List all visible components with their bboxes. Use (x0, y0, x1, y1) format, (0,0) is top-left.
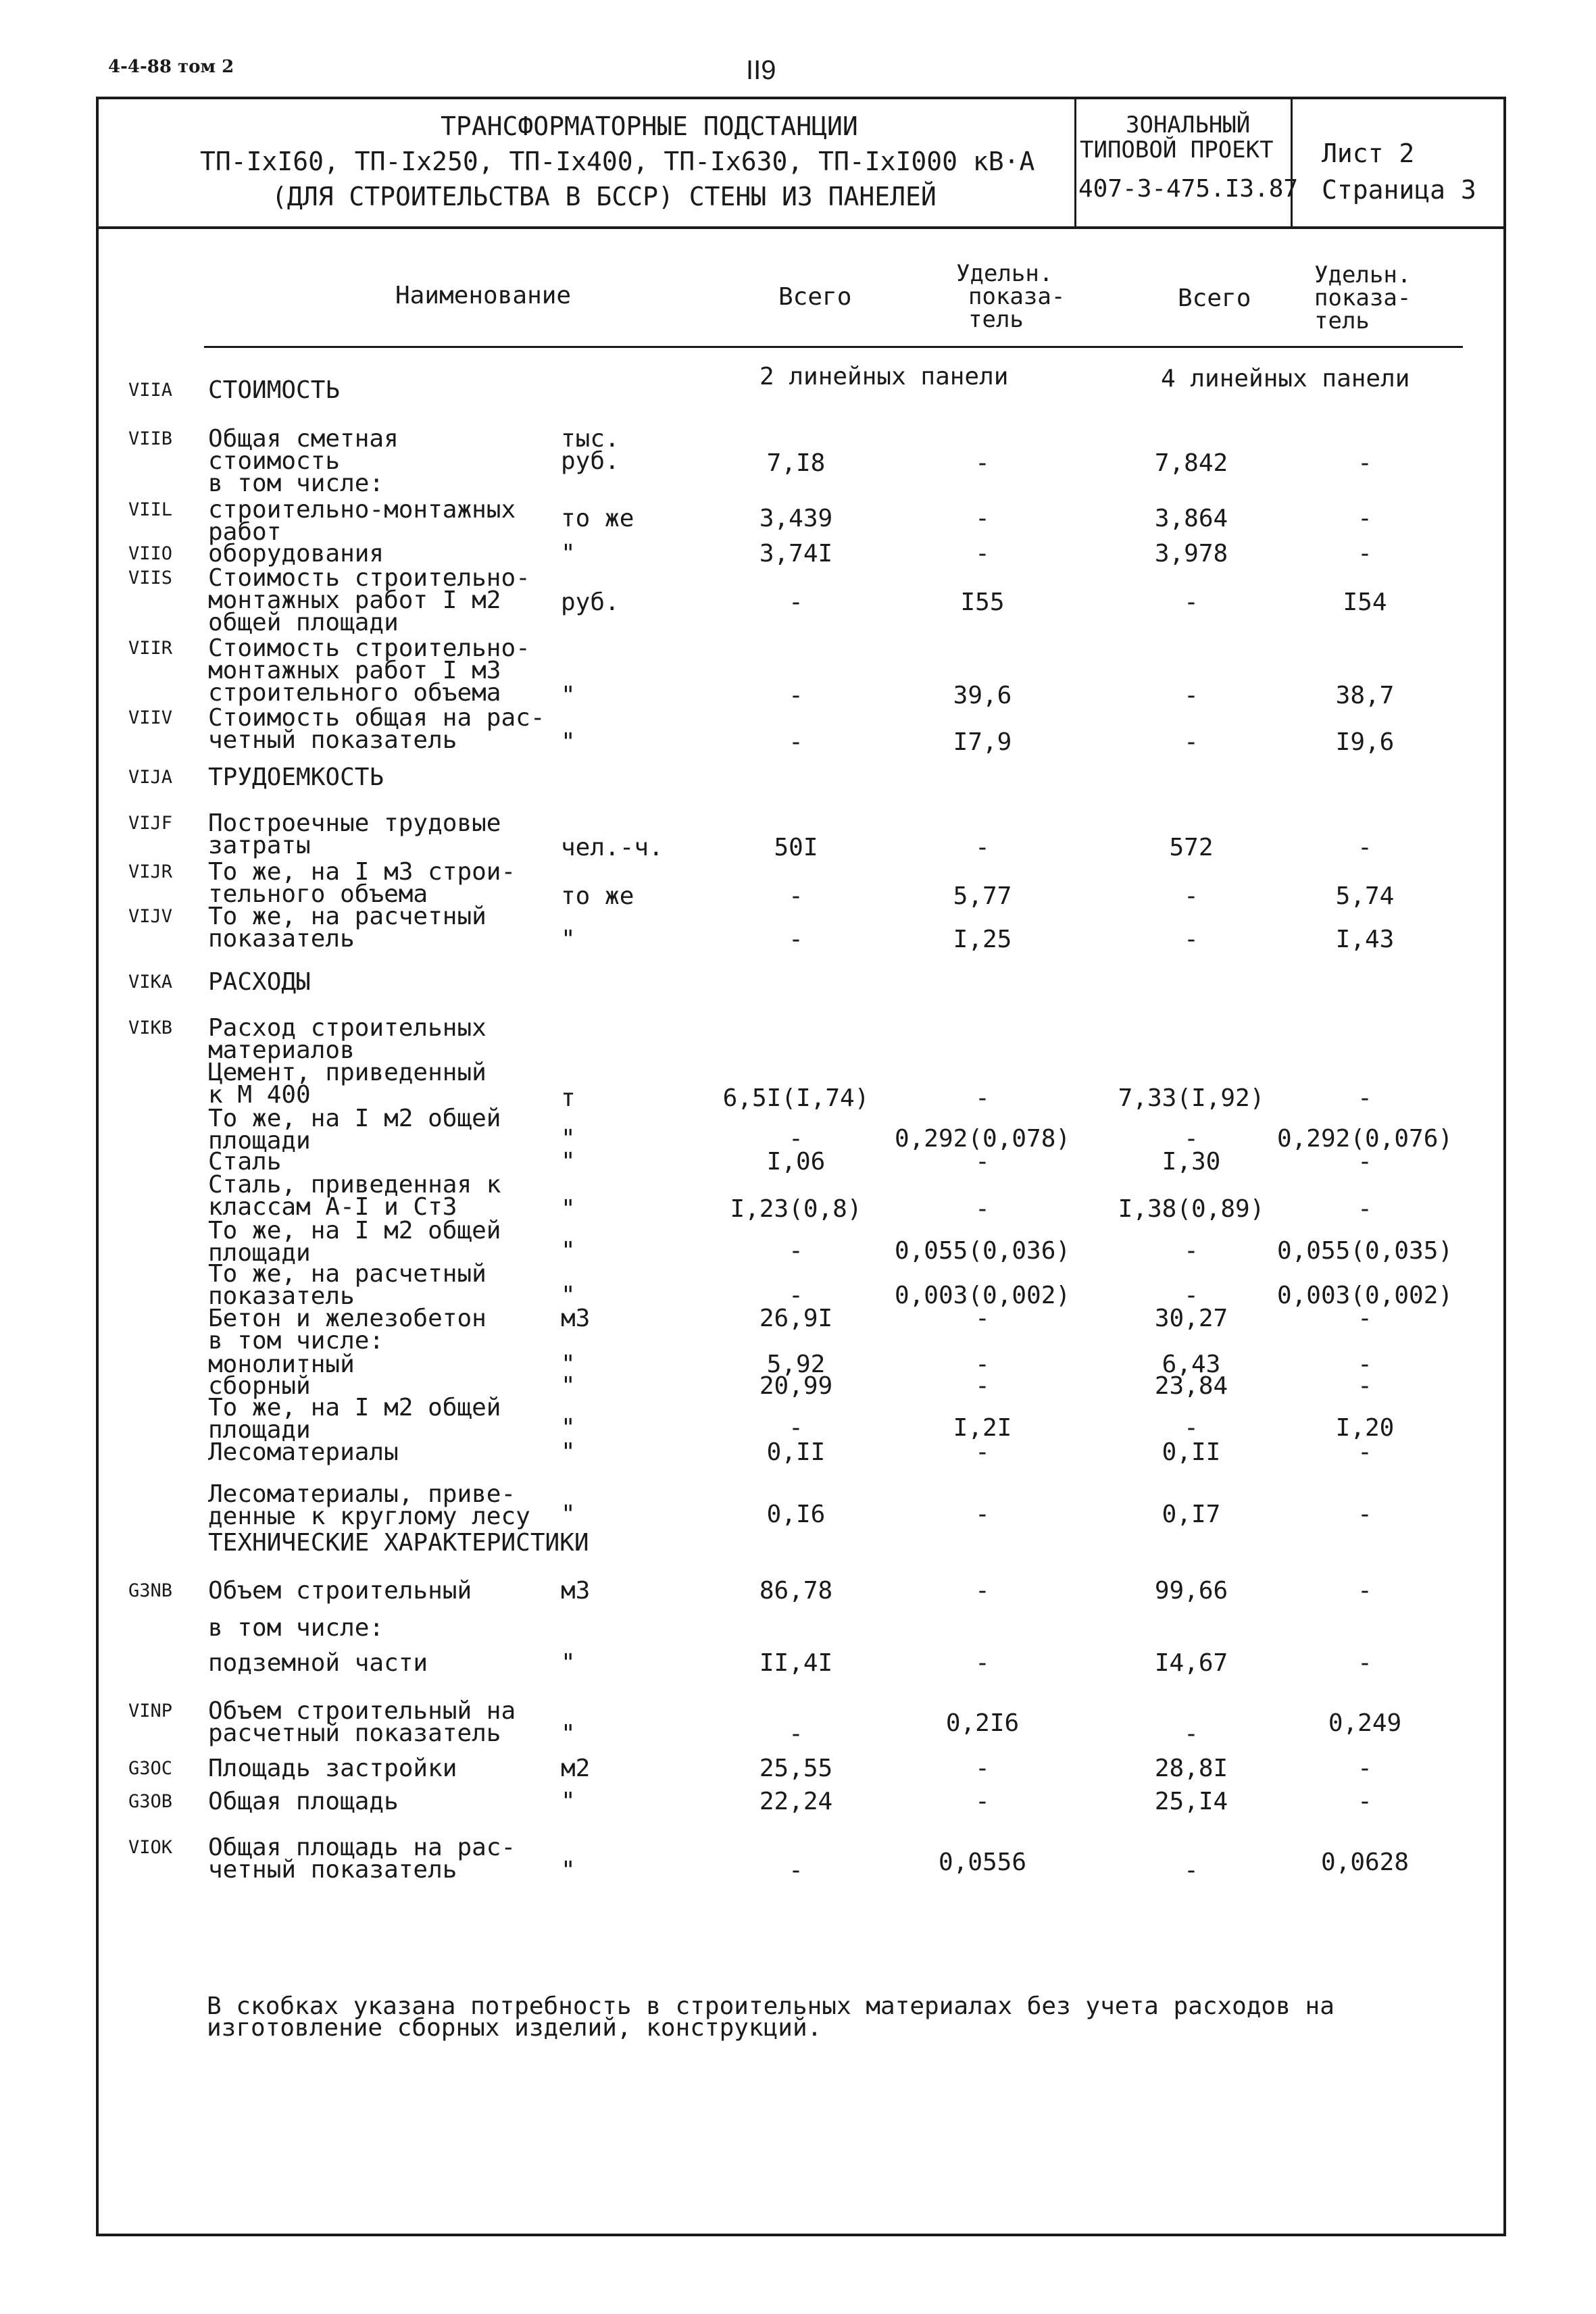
row-specific-2-panels: - (975, 449, 990, 477)
row-total-4-panels: - (1184, 882, 1199, 910)
row-specific-2-panels: - (975, 1501, 990, 1528)
row-name-line: показатель (208, 1282, 355, 1310)
row-unit: " (561, 1438, 576, 1466)
row-name-line: Цемент, приведенный (208, 1059, 487, 1086)
row-unit: " (561, 1414, 576, 1442)
row-name-line: в том числе: (208, 470, 384, 497)
row-name-line: подземной части (208, 1649, 428, 1677)
row-total-4-panels: 0,II (1162, 1438, 1221, 1466)
row-specific-2-panels: 5,77 (953, 882, 1012, 910)
row-name-line: тельного объема (208, 880, 428, 908)
row-name-line: в том числе: (208, 1327, 384, 1355)
row-code: VIIV (128, 707, 173, 728)
row-specific-4-panels: - (1357, 1148, 1372, 1176)
row-specific-2-panels: - (975, 1148, 990, 1176)
row-specific-2-panels: - (975, 1649, 990, 1677)
row-total-2-panels: - (789, 682, 803, 709)
row-name-line: монолитный (208, 1351, 355, 1378)
row-unit: тыс. (561, 425, 620, 453)
row-unit: " (561, 1649, 576, 1677)
row-total-2-panels: - (789, 882, 803, 910)
row-total-4-panels: - (1184, 1282, 1199, 1309)
row-total-2-panels: 20,99 (759, 1372, 833, 1400)
row-name-line: То же, на I м2 общей (208, 1394, 501, 1422)
frame-bottom (96, 2234, 1506, 2236)
row-unit: " (561, 540, 576, 568)
row-code: VIIR (128, 638, 173, 659)
row-total-2-panels: 86,78 (759, 1577, 833, 1605)
row-total-4-panels: 28,8I (1154, 1755, 1228, 1782)
row-specific-4-panels: I54 (1343, 588, 1387, 616)
row-unit: " (561, 1788, 576, 1815)
row-total-4-panels: 6,43 (1162, 1351, 1221, 1378)
row-name-line: То же, на I м2 общей (208, 1105, 501, 1132)
row-total-2-panels: I,06 (766, 1148, 826, 1176)
row-specific-4-panels: - (1357, 505, 1372, 532)
row-specific-4-panels: 5,74 (1335, 882, 1395, 910)
row-name-line: материалов (208, 1036, 355, 1064)
row-name-line: То же, на I м2 общей (208, 1217, 501, 1244)
row-total-4-panels: - (1184, 728, 1199, 756)
group-4-panels: 4 линейных панели (1161, 365, 1410, 393)
row-total-2-panels: - (789, 1237, 803, 1265)
row-total-4-panels: - (1184, 682, 1199, 709)
row-specific-4-panels: 0,003(0,002) (1276, 1282, 1453, 1309)
row-specific-4-panels: 0,055(0,035) (1276, 1237, 1453, 1265)
row-name-line: четный показатель (208, 726, 457, 754)
row-name-line: Расход строительных (208, 1014, 487, 1042)
row-unit: " (561, 1195, 576, 1223)
row-unit: м2 (561, 1755, 591, 1782)
row-name-line: То же, на I м3 строи- (208, 858, 516, 886)
row-name-line: стоимость (208, 447, 341, 475)
row-name-line: Общая сметная (208, 425, 399, 453)
row-total-4-panels: - (1184, 588, 1199, 616)
title-line-2: ТП-IхI60, ТП-Iх250, ТП-Iх400, ТП-Iх630, ТП-IхI000 кВ·А (200, 147, 1035, 176)
row-total-4-panels: I,38(0,89) (1118, 1195, 1265, 1223)
row-name-line: Общая площадь (208, 1788, 399, 1815)
row-total-4-panels: 0,I7 (1162, 1501, 1221, 1528)
row-total-2-panels: 6,5I(I,74) (722, 1084, 870, 1112)
row-total-2-panels: - (789, 588, 803, 616)
row-total-2-panels: 0,I6 (766, 1501, 826, 1528)
row-unit: м3 (561, 1305, 591, 1332)
col-total-2-header: Всего (1178, 284, 1251, 312)
spec-2-line-1: Удельн. (1314, 261, 1412, 288)
row-specific-2-panels: - (975, 1195, 990, 1223)
row-total-2-panels: 5,92 (766, 1351, 826, 1378)
frame-top (96, 97, 1506, 99)
row-total-2-panels: 7,I8 (766, 449, 826, 477)
row-name-line: площади (208, 1416, 311, 1444)
row-total-2-panels: 22,24 (759, 1788, 833, 1815)
footnote-line-2: изготовление сборных изделий, конструкций. (207, 2014, 822, 2042)
row-total-4-panels: 572 (1169, 834, 1214, 861)
row-total-4-panels: 7,33(I,92) (1118, 1084, 1265, 1112)
row-unit: " (561, 1282, 576, 1309)
row-unit: руб. (561, 447, 620, 475)
row-specific-4-panels: - (1357, 1755, 1372, 1782)
row-unit: чел.-ч. (561, 834, 664, 861)
row-total-2-panels: - (789, 1282, 803, 1309)
title-line-3: (ДЛЯ СТРОИТЕЛЬСТВА В БССР) СТЕНЫ ИЗ ПАНЕЛЕЙ (272, 182, 937, 211)
row-specific-4-panels: - (1357, 540, 1372, 568)
row-name-line: сборный (208, 1372, 311, 1400)
row-specific-4-panels: - (1357, 1351, 1372, 1378)
row-name-line: оборудования (208, 540, 384, 568)
row-unit: то же (561, 505, 634, 532)
row-unit: " (561, 1351, 576, 1378)
row-name-line: работ (208, 518, 282, 546)
row-specific-2-panels: 0,292(0,078) (894, 1125, 1071, 1153)
row-specific-2-panels: - (975, 1305, 990, 1332)
row-name-line: денные к круглому лесу (208, 1503, 530, 1530)
group-2-panels: 2 линейных панели (759, 363, 1009, 391)
row-name-line: То же, на расчетный (208, 903, 487, 930)
row-unit: м3 (561, 1577, 591, 1605)
row-specific-2-panels: - (975, 1788, 990, 1815)
row-name-line: То же, на расчетный (208, 1260, 487, 1288)
row-code: VIIS (128, 568, 173, 588)
row-code: VIKB (128, 1017, 173, 1038)
row-name-line: затраты (208, 832, 311, 859)
row-name-line: строительного объема (208, 679, 501, 707)
row-specific-4-panels: 38,7 (1335, 682, 1395, 709)
row-total-4-panels: - (1184, 1857, 1199, 1884)
row-specific-4-panels: I9,6 (1335, 728, 1395, 756)
col-spec-2-header (1314, 263, 1411, 332)
project-line-2: ТИПОВОЙ ПРОЕКТ (1080, 136, 1274, 164)
row-name-line: расчетный показатель (208, 1719, 501, 1747)
row-specific-2-panels: - (975, 505, 990, 532)
row-name-line: ТЕХНИЧЕСКИЕ ХАРАКТЕРИСТИКИ (208, 1529, 589, 1557)
row-code: VIIA (128, 380, 173, 401)
row-code: VIJV (128, 906, 173, 927)
row-name-line: СТОИМОСТЬ (208, 376, 341, 404)
row-total-4-panels: 23,84 (1154, 1372, 1228, 1400)
row-specific-4-panels: - (1357, 1649, 1372, 1677)
row-name-line: Бетон и железобетон (208, 1305, 487, 1332)
row-total-4-panels: I4,67 (1154, 1649, 1228, 1677)
row-specific-2-panels: - (975, 540, 990, 568)
row-total-2-panels: 0,II (766, 1438, 826, 1466)
row-total-2-panels: - (789, 926, 803, 953)
row-name-line: Объем строительный на (208, 1697, 516, 1725)
frame-right (1503, 97, 1506, 2236)
row-total-2-panels: - (789, 728, 803, 756)
spec-1-line-2: показа- (968, 283, 1066, 310)
row-specific-2-panels: 0,2I6 (945, 1709, 1020, 1737)
row-total-4-panels: 30,27 (1154, 1305, 1228, 1332)
header-divider-2 (1291, 97, 1293, 228)
row-specific-2-panels: - (975, 834, 990, 861)
row-total-4-panels: 7,842 (1154, 449, 1228, 477)
row-specific-4-panels: - (1357, 1305, 1372, 1332)
row-specific-2-panels: I55 (960, 588, 1005, 616)
row-total-2-panels: - (789, 1414, 803, 1442)
row-name-line: Стоимость общая на рас- (208, 704, 545, 732)
row-name-line: общей площади (208, 609, 399, 636)
row-code: VIJR (128, 861, 173, 882)
spec-1-line-3: тель (968, 306, 1024, 333)
row-specific-4-panels: I,43 (1335, 926, 1395, 953)
row-specific-4-panels: - (1357, 1577, 1372, 1605)
row-name-line: площади (208, 1239, 311, 1267)
header-bottom-rule (96, 226, 1506, 229)
row-specific-2-panels: 39,6 (953, 682, 1012, 709)
row-name-line: монтажных работ I м3 (208, 657, 501, 684)
row-specific-4-panels: I,20 (1335, 1414, 1395, 1442)
spec-1-line-1: Удельн. (956, 260, 1053, 287)
row-total-4-panels: 3,864 (1154, 505, 1228, 532)
page-number: II9 (746, 55, 776, 85)
row-code: G3NB (128, 1580, 173, 1601)
row-unit: " (561, 1501, 576, 1528)
row-unit: " (561, 926, 576, 953)
row-specific-2-panels: I7,9 (953, 728, 1012, 756)
row-total-4-panels: - (1184, 1414, 1199, 1442)
row-specific-4-panels: 0,249 (1328, 1709, 1402, 1737)
row-name-line: в том числе: (208, 1614, 384, 1642)
row-name-line: Объем строительный (208, 1577, 472, 1605)
row-total-4-panels: - (1184, 1125, 1199, 1153)
row-name-line: Стоимость строительно- (208, 634, 530, 662)
row-code: VINP (128, 1701, 173, 1721)
row-total-4-panels: I,30 (1162, 1148, 1221, 1176)
row-specific-2-panels: - (975, 1084, 990, 1112)
row-specific-2-panels: 0,003(0,002) (894, 1282, 1071, 1309)
row-name-line: строительно-монтажных (208, 496, 516, 524)
project-line-3: 407-3-475.I3.87 (1078, 175, 1299, 203)
row-code: G3OB (128, 1791, 173, 1812)
row-specific-4-panels: - (1357, 1788, 1372, 1815)
row-specific-2-panels: I,2I (953, 1414, 1012, 1442)
row-code: VIJF (128, 813, 173, 834)
row-total-2-panels: 50I (774, 834, 818, 861)
row-unit: " (561, 682, 576, 709)
row-code: VIJA (128, 767, 173, 788)
row-unit: руб. (561, 588, 620, 616)
row-total-2-panels: - (789, 1720, 803, 1748)
row-unit: т (561, 1084, 576, 1112)
row-name-line: ТРУДОЕМКОСТЬ (208, 763, 384, 791)
row-unit: " (561, 1125, 576, 1153)
col-total-1-header: Всего (778, 283, 852, 311)
row-code: VIIB (128, 428, 173, 449)
row-code: VIOK (128, 1837, 173, 1858)
row-total-2-panels: II,4I (759, 1649, 833, 1677)
row-unit: " (561, 728, 576, 756)
row-specific-4-panels: - (1357, 1438, 1372, 1466)
row-specific-2-panels: - (975, 1755, 990, 1782)
row-specific-2-panels: - (975, 1372, 990, 1400)
row-total-4-panels: 3,978 (1154, 540, 1228, 568)
row-total-2-panels: - (789, 1125, 803, 1153)
row-code: VIIL (128, 499, 173, 520)
spec-2-line-3: тель (1314, 307, 1370, 334)
row-specific-2-panels: - (975, 1577, 990, 1605)
row-unit: " (561, 1720, 576, 1748)
row-code: VIKA (128, 972, 173, 992)
row-total-4-panels: 25,I4 (1154, 1788, 1228, 1815)
row-total-2-panels: I,23(0,8) (730, 1195, 862, 1223)
row-total-2-panels: - (789, 1857, 803, 1884)
row-specific-4-panels: - (1357, 1501, 1372, 1528)
row-unit: то же (561, 882, 634, 910)
row-specific-4-panels: - (1357, 449, 1372, 477)
sheet-label: Лист 2 (1322, 139, 1415, 168)
row-total-4-panels: 99,66 (1154, 1577, 1228, 1605)
row-total-4-panels: - (1184, 926, 1199, 953)
row-specific-2-panels: I,25 (953, 926, 1012, 953)
footnote-line-1: В скобках указана потребность в строительных материалах без учета расходов на (207, 1992, 1335, 2020)
row-name-line: Стоимость строительно- (208, 564, 530, 592)
row-specific-2-panels: 0,0556 (938, 1848, 1027, 1876)
project-line-1: ЗОНАЛЬНЫЙ (1126, 111, 1251, 139)
row-total-2-panels: 26,9I (759, 1305, 833, 1332)
series-label: 4-4-88 том 2 (108, 57, 234, 77)
row-specific-4-panels: - (1357, 1195, 1372, 1223)
spec-2-line-2: показа- (1314, 284, 1412, 311)
frame-left (96, 97, 99, 2236)
table-header-rule (204, 346, 1463, 348)
row-total-2-panels: 25,55 (759, 1755, 833, 1782)
row-name-line: Построечные трудовые (208, 809, 501, 837)
page-label: Страница 3 (1322, 175, 1476, 205)
col-name-header: Наименование (395, 282, 572, 309)
row-code: G3OC (128, 1758, 173, 1779)
row-unit: " (561, 1857, 576, 1884)
row-name-line: Лесоматериалы, приве- (208, 1480, 516, 1508)
row-name-line: к М 400 (208, 1081, 311, 1109)
row-specific-4-panels: 0,0628 (1320, 1848, 1410, 1876)
row-specific-4-panels: - (1357, 834, 1372, 861)
row-name-line: показатель (208, 925, 355, 953)
row-name-line: монтажных работ I м2 (208, 586, 501, 614)
header-divider-1 (1074, 97, 1076, 228)
row-name-line: Сталь, приведенная к (208, 1171, 501, 1199)
row-total-4-panels: - (1184, 1720, 1199, 1748)
row-specific-4-panels: - (1357, 1372, 1372, 1400)
row-name-line: Лесоматериалы (208, 1438, 399, 1466)
row-name-line: четный показатель (208, 1856, 457, 1884)
row-specific-2-panels: - (975, 1351, 990, 1378)
row-code: VIIO (128, 543, 173, 564)
row-total-4-panels: - (1184, 1237, 1199, 1265)
title-line-1: ТРАНСФОРМАТОРНЫЕ ПОДСТАНЦИИ (441, 111, 858, 141)
row-total-2-panels: 3,74I (759, 540, 833, 568)
row-unit: " (561, 1372, 576, 1400)
row-name-line: классам А-I и Ст3 (208, 1193, 457, 1221)
row-name-line: Площадь застройки (208, 1755, 457, 1782)
col-spec-1-header (956, 262, 1065, 331)
row-total-2-panels: 3,439 (759, 505, 833, 532)
row-specific-4-panels: - (1357, 1084, 1372, 1112)
row-unit: " (561, 1148, 576, 1176)
row-specific-2-panels: 0,055(0,036) (894, 1237, 1071, 1265)
row-specific-2-panels: - (975, 1438, 990, 1466)
row-name-line: Общая площадь на рас- (208, 1834, 516, 1861)
row-name-line: Сталь (208, 1148, 282, 1176)
row-unit: " (561, 1237, 576, 1265)
row-name-line: РАСХОДЫ (208, 968, 311, 996)
row-name-line: площади (208, 1127, 311, 1155)
row-specific-4-panels: 0,292(0,076) (1276, 1125, 1453, 1153)
